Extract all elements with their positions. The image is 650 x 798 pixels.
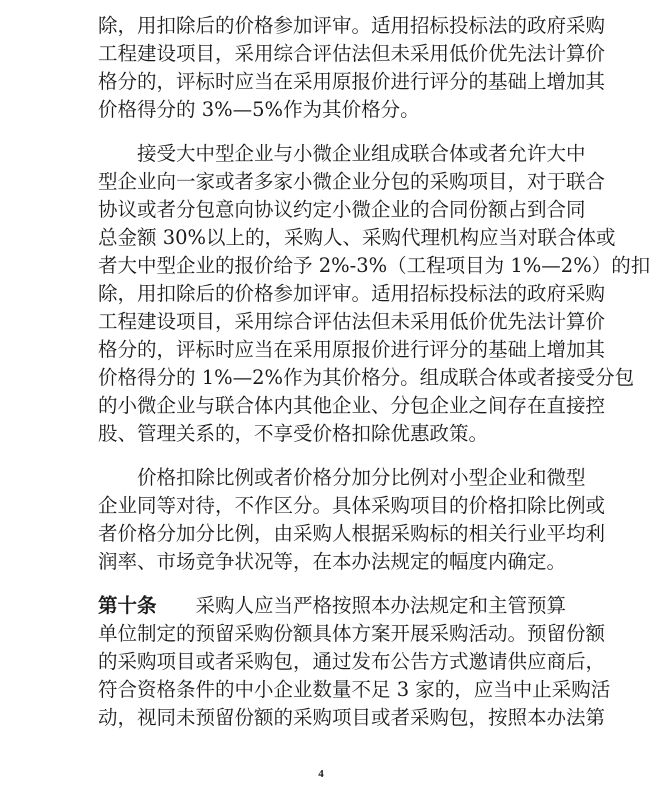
text-line: 者价格分加分比例，由采购人根据采购标的相关行业平均利 <box>98 522 606 545</box>
text-line: 总金额 30%以上的，采购人、采购代理机构应当对联合体或 <box>98 226 616 249</box>
page-number: 4 <box>318 768 324 780</box>
text-line: 符合资格条件的中小企业数量不足 3 家的，应当中止采购活 <box>98 678 611 701</box>
text-line: 协议或者分包意向协议约定小微企业的合同份额占到合同 <box>98 198 586 221</box>
text-line: 动，视同未预留份额的采购项目或者采购包，按照本办法第 <box>98 706 606 729</box>
text-line: 的采购项目或者采购包，通过发布公告方式邀请供应商后， <box>98 650 606 673</box>
text-line: 股、管理关系的，不享受价格扣除优惠政策。 <box>98 422 489 445</box>
text-line: 除，用扣除后的价格参加评审。适用招标投标法的政府采购 <box>98 282 606 305</box>
text-line: 型企业向一家或者多家小微企业分包的采购项目，对于联合 <box>98 170 606 193</box>
text-line: 价格得分的 1%—2%作为其价格分。组成联合体或者接受分包 <box>98 366 635 389</box>
text-line: 采购人应当严格按照本办法规定和主管预算 <box>156 594 567 617</box>
text-line: 除，用扣除后的价格参加评审。适用招标投标法的政府采购 <box>98 14 606 37</box>
text-line: 工程建设项目，采用综合评估法但未采用低价优先法计算价 <box>98 310 606 333</box>
text-line: 价格得分的 3%—5%作为其价格分。 <box>98 98 420 121</box>
text-line: 者大中型企业的报价给予 2%-3%（工程项目为 1%—2%）的扣 <box>98 254 650 277</box>
text-line: 格分的，评标时应当在采用原报价进行评分的基础上增加其 <box>98 338 606 361</box>
article-first-line <box>98 592 567 619</box>
text-line: 格分的，评标时应当在采用原报价进行评分的基础上增加其 <box>98 70 606 93</box>
text-line: 企业同等对待，不作区分。具体采购项目的价格扣除比例或 <box>98 494 606 517</box>
text-line: 的小微企业与联合体内其他企业、分包企业之间存在直接控 <box>98 394 606 417</box>
text-line: 单位制定的预留采购份额具体方案开展采购活动。预留份额 <box>98 622 606 645</box>
article-number: 第十条 <box>98 594 157 617</box>
text-line: 价格扣除比例或者价格分加分比例对小型企业和微型 <box>98 466 586 489</box>
text-line: 接受大中型企业与小微企业组成联合体或者允许大中 <box>98 142 586 165</box>
text-line: 润率、市场竞争状况等，在本办法规定的幅度内确定。 <box>98 550 567 573</box>
text-line: 工程建设项目，采用综合评估法但未采用低价优先法计算价 <box>98 42 606 65</box>
